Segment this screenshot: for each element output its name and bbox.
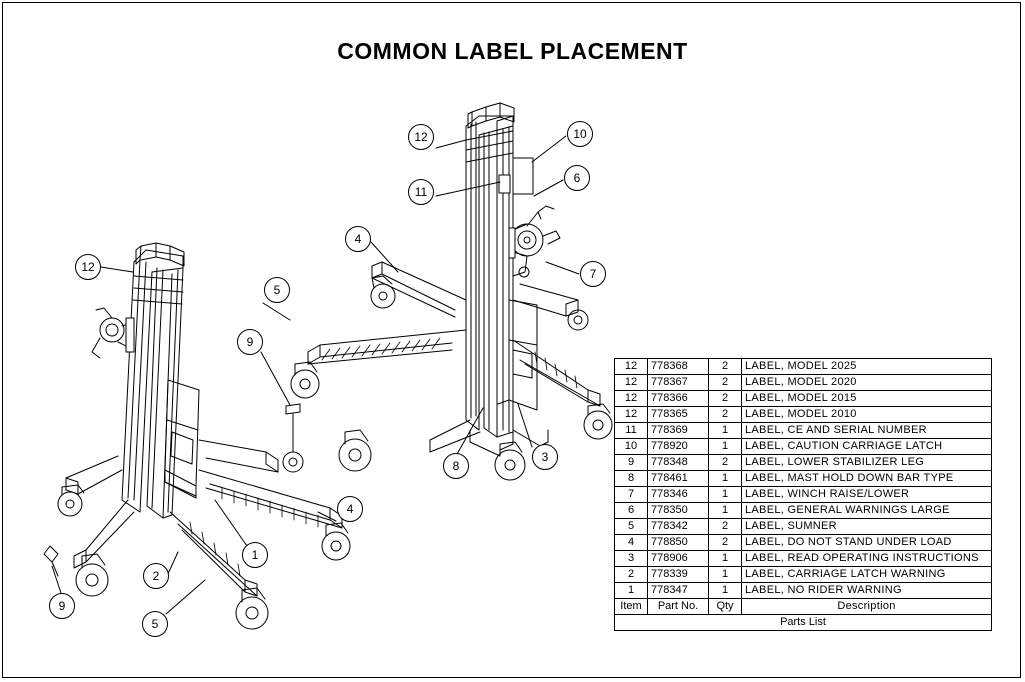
cell-description: LABEL, NO RIDER WARNING	[742, 583, 992, 599]
callout-left-5-upper[interactable]: 5	[264, 277, 290, 303]
callout-right-3[interactable]: 3	[532, 444, 558, 470]
right-casters	[291, 276, 612, 480]
cell-item: 12	[615, 391, 648, 407]
cell-description: LABEL, LOWER STABILIZER LEG	[742, 455, 992, 471]
cell-qty: 1	[709, 471, 742, 487]
cell-qty: 2	[709, 455, 742, 471]
cell-description: LABEL, MODEL 2025	[742, 359, 992, 375]
table-row	[615, 503, 992, 519]
cell-part_no: 778920	[648, 439, 709, 455]
table-row	[615, 391, 992, 407]
cell-part_no: 778347	[648, 583, 709, 599]
cell-qty: 2	[709, 359, 742, 375]
cell-part_no: 778346	[648, 487, 709, 503]
cell-item: 6	[615, 503, 648, 519]
cell-item: 9	[615, 455, 648, 471]
table-row	[615, 439, 992, 455]
cell-item: 2	[615, 567, 648, 583]
parts-list-footer-label: Parts List	[615, 615, 992, 631]
cell-description: LABEL, CAUTION CARRIAGE LATCH	[742, 439, 992, 455]
table-row	[615, 567, 992, 583]
cell-qty: 1	[709, 567, 742, 583]
cell-description: LABEL, MAST HOLD DOWN BAR TYPE	[742, 471, 992, 487]
cell-qty: 2	[709, 375, 742, 391]
left-casters	[58, 452, 350, 629]
callout-left-9-upper[interactable]: 9	[237, 329, 263, 355]
header-part_no: Part No.	[648, 599, 709, 615]
right-base	[308, 262, 600, 452]
callout-right-4[interactable]: 4	[345, 226, 371, 252]
table-row	[615, 551, 992, 567]
table-row	[615, 423, 992, 439]
right-winch	[509, 206, 560, 277]
callout-left-2[interactable]: 2	[143, 563, 169, 589]
left-base	[66, 404, 342, 596]
cell-item: 10	[615, 439, 648, 455]
header-qty: Qty	[709, 599, 742, 615]
callout-left-4[interactable]: 4	[337, 496, 363, 522]
cell-qty: 2	[709, 407, 742, 423]
cell-qty: 2	[709, 519, 742, 535]
cell-qty: 2	[709, 535, 742, 551]
callout-right-12[interactable]: 12	[408, 124, 434, 150]
callout-left-5-lower[interactable]: 5	[142, 611, 168, 637]
cell-part_no: 778461	[648, 471, 709, 487]
page-title: COMMON LABEL PLACEMENT	[337, 38, 688, 64]
cell-part_no: 778850	[648, 535, 709, 551]
callout-right-7[interactable]: 7	[580, 261, 606, 287]
cell-description: LABEL, WINCH RAISE/LOWER	[742, 487, 992, 503]
table-row	[615, 487, 992, 503]
cell-description: LABEL, READ OPERATING INSTRUCTIONS	[742, 551, 992, 567]
cell-description: LABEL, CARRIAGE LATCH WARNING	[742, 567, 992, 583]
cell-part_no: 778342	[648, 519, 709, 535]
cell-qty: 1	[709, 487, 742, 503]
cell-item: 8	[615, 471, 648, 487]
left-carriage	[165, 380, 199, 486]
left-winch	[92, 308, 134, 358]
cell-item: 3	[615, 551, 648, 567]
callout-right-11[interactable]: 11	[408, 179, 434, 205]
callout-left-12[interactable]: 12	[75, 254, 101, 280]
cell-qty: 1	[709, 551, 742, 567]
cell-item: 11	[615, 423, 648, 439]
table-footer-row	[615, 615, 992, 631]
cell-item: 12	[615, 375, 648, 391]
cell-item: 5	[615, 519, 648, 535]
table-row	[615, 519, 992, 535]
cell-part_no: 778367	[648, 375, 709, 391]
cell-item: 12	[615, 407, 648, 423]
table-row	[615, 375, 992, 391]
cell-part_no: 778350	[648, 503, 709, 519]
cell-part_no: 778365	[648, 407, 709, 423]
cell-part_no: 778348	[648, 455, 709, 471]
cell-part_no: 778906	[648, 551, 709, 567]
header-item: Item	[615, 599, 648, 615]
callout-left-1[interactable]: 1	[242, 542, 268, 568]
table-row	[615, 407, 992, 423]
cell-part_no: 778369	[648, 423, 709, 439]
cell-description: LABEL, MODEL 2020	[742, 375, 992, 391]
cell-part_no: 778339	[648, 567, 709, 583]
cell-qty: 1	[709, 503, 742, 519]
cell-qty: 1	[709, 583, 742, 599]
cell-item: 1	[615, 583, 648, 599]
cell-item: 4	[615, 535, 648, 551]
cell-item: 12	[615, 359, 648, 375]
cell-item: 7	[615, 487, 648, 503]
cell-qty: 2	[709, 391, 742, 407]
cell-description: LABEL, MODEL 2015	[742, 391, 992, 407]
header-description: Description	[742, 599, 992, 615]
callout-right-6[interactable]: 6	[564, 165, 590, 191]
cell-description: LABEL, DO NOT STAND UNDER LOAD	[742, 535, 992, 551]
table-row	[615, 455, 992, 471]
cell-description: LABEL, GENERAL WARNINGS LARGE	[742, 503, 992, 519]
table-row	[615, 359, 992, 375]
table-header-row	[615, 599, 992, 615]
parts-list-body	[615, 359, 992, 631]
left-mast	[122, 243, 184, 518]
cell-qty: 1	[709, 423, 742, 439]
cell-description: LABEL, SUMNER	[742, 519, 992, 535]
callout-left-9-lower[interactable]: 9	[49, 593, 75, 619]
table-row	[615, 583, 992, 599]
cell-description: LABEL, MODEL 2010	[742, 407, 992, 423]
cell-qty: 1	[709, 439, 742, 455]
leader-lines	[52, 136, 579, 614]
table-row	[615, 535, 992, 551]
cell-part_no: 778366	[648, 391, 709, 407]
right-mast	[466, 103, 514, 437]
cell-part_no: 778368	[648, 359, 709, 375]
cell-description: LABEL, CE AND SERIAL NUMBER	[742, 423, 992, 439]
table-row	[615, 471, 992, 487]
callout-right-8[interactable]: 8	[443, 453, 469, 479]
callout-right-10[interactable]: 10	[567, 121, 593, 147]
right-carriage	[498, 300, 537, 410]
parts-list-table	[614, 358, 992, 631]
